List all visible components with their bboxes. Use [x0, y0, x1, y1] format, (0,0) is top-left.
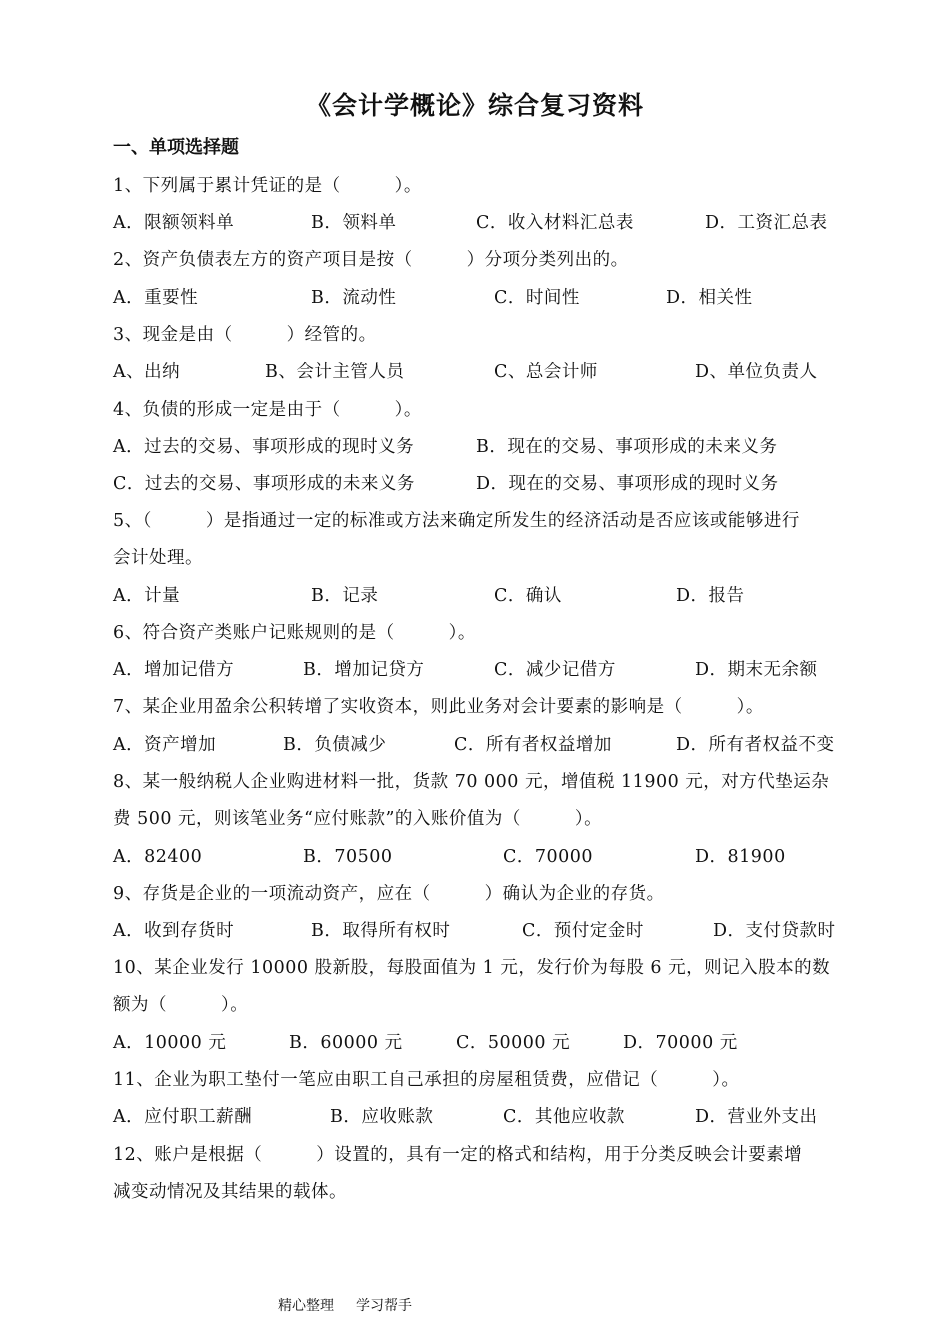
option-b: B．流动性 [311, 288, 397, 308]
option-d: D．支付贷款时 [713, 921, 836, 941]
option-a: A．限额领料单 [113, 213, 235, 233]
option-d: D．相关性 [666, 288, 753, 308]
option-b: B．领料单 [311, 213, 397, 233]
option-d: D．期末无余额 [695, 660, 818, 680]
option-c: C．50000 元 [456, 1033, 571, 1053]
option-c: C．确认 [494, 586, 562, 606]
option-c: C．时间性 [494, 288, 580, 308]
option-a: A．增加记借方 [113, 660, 235, 680]
question-3: 3、现金是由（ ）经管的。 [113, 325, 377, 345]
option-a: A．过去的交易、事项形成的现时义务 [113, 437, 415, 457]
question-8: 8、某一般纳税人企业购进材料一批，货款 70 000 元，增值税 11900 元，对方代垫运杂 [113, 772, 830, 792]
question-9: 9、存货是企业的一项流动资产，应在（ ）确认为企业的存货。 [113, 884, 665, 904]
option-b: B．取得所有权时 [311, 921, 451, 941]
options-row [113, 284, 843, 310]
option-d: D．所有者权益不变 [676, 735, 835, 755]
option-a: A．计量 [113, 586, 181, 606]
question-10-cont: 额为（ ）。 [113, 995, 249, 1015]
question-11: 11、企业为职工垫付一笔应由职工自己承担的房屋租赁费，应借记（ ）。 [113, 1070, 740, 1090]
section-heading: 一、单项选择题 [113, 137, 239, 158]
option-b: B．现在的交易、事项形成的未来义务 [476, 437, 778, 457]
option-d: D、单位负责人 [695, 362, 818, 382]
question-7: 7、某企业用盈余公积转增了实收资本，则此业务对会计要素的影响是（ ）。 [113, 697, 764, 717]
option-b: B．60000 元 [289, 1033, 403, 1053]
option-c: C、总会计师 [494, 362, 598, 382]
option-c: C．预付定金时 [522, 921, 644, 941]
options-row [113, 731, 843, 757]
option-b: B．记录 [311, 586, 379, 606]
option-c: C．减少记借方 [494, 660, 616, 680]
option-a: A．重要性 [113, 288, 199, 308]
option-d: D．营业外支出 [695, 1107, 818, 1127]
option-a: A．82400 [113, 847, 203, 867]
question-1: 1、下列属于累计凭证的是（ ）。 [113, 176, 422, 196]
option-b: B、会计主管人员 [265, 362, 405, 382]
question-4: 4、负债的形成一定是由于（ ）。 [113, 400, 422, 420]
options-row [113, 843, 843, 869]
option-d: D．工资汇总表 [705, 213, 828, 233]
question-10: 10、某企业发行 10000 股新股，每股面值为 1 元，发行价为每股 6 元，则记入股本的数 [113, 958, 831, 978]
option-c: C．收入材料汇总表 [476, 213, 634, 233]
options-row [113, 358, 843, 384]
question-6: 6、符合资产类账户记账规则的是（ ）。 [113, 623, 476, 643]
options-row [113, 470, 843, 496]
options-row [113, 917, 843, 943]
options-row [113, 209, 843, 235]
question-5: 5、（ ）是指通过一定的标准或方法来确定所发生的经济活动是否应该或能够进行 [113, 511, 800, 531]
option-d: D．70000 元 [623, 1033, 738, 1053]
option-b: B．负债减少 [283, 735, 387, 755]
option-a: A．收到存货时 [113, 921, 235, 941]
option-a: A．应付职工薪酬 [113, 1107, 253, 1127]
option-a: A．资产增加 [113, 735, 217, 755]
question-5-cont: 会计处理。 [113, 548, 203, 568]
options-row [113, 1029, 843, 1055]
option-c: C．所有者权益增加 [454, 735, 612, 755]
document-title: 《会计学概论》综合复习资料 [305, 91, 644, 120]
options-row [113, 656, 843, 682]
option-c: C．70000 [503, 847, 594, 867]
options-row [113, 1103, 843, 1129]
footer-left-text: 精心整理 [278, 1298, 334, 1314]
option-d: D．报告 [676, 586, 745, 606]
options-row [113, 433, 843, 459]
options-row [113, 582, 843, 608]
option-b: B．应收账款 [330, 1107, 434, 1127]
question-12-cont: 减变动情况及其结果的载体。 [113, 1182, 347, 1202]
option-b: B．70500 [303, 847, 393, 867]
option-a: A、出纳 [113, 362, 181, 382]
option-a: A．10000 元 [113, 1033, 227, 1053]
option-d: D．现在的交易、事项形成的现时义务 [476, 474, 779, 494]
question-12: 12、账户是根据（ ）设置的，具有一定的格式和结构，用于分类反映会计要素增 [113, 1145, 803, 1165]
question-8-cont: 费 500 元，则该笔业务“应付账款”的入账价值为（ ）。 [113, 809, 603, 829]
footer-right-text: 学习帮手 [356, 1298, 412, 1314]
option-c: C．其他应收款 [503, 1107, 625, 1127]
question-2: 2、资产负债表左方的资产项目是按（ ）分项分类列出的。 [113, 250, 629, 270]
option-d: D．81900 [695, 847, 786, 867]
option-c: C．过去的交易、事项形成的未来义务 [113, 474, 415, 494]
option-b: B．增加记贷方 [303, 660, 425, 680]
